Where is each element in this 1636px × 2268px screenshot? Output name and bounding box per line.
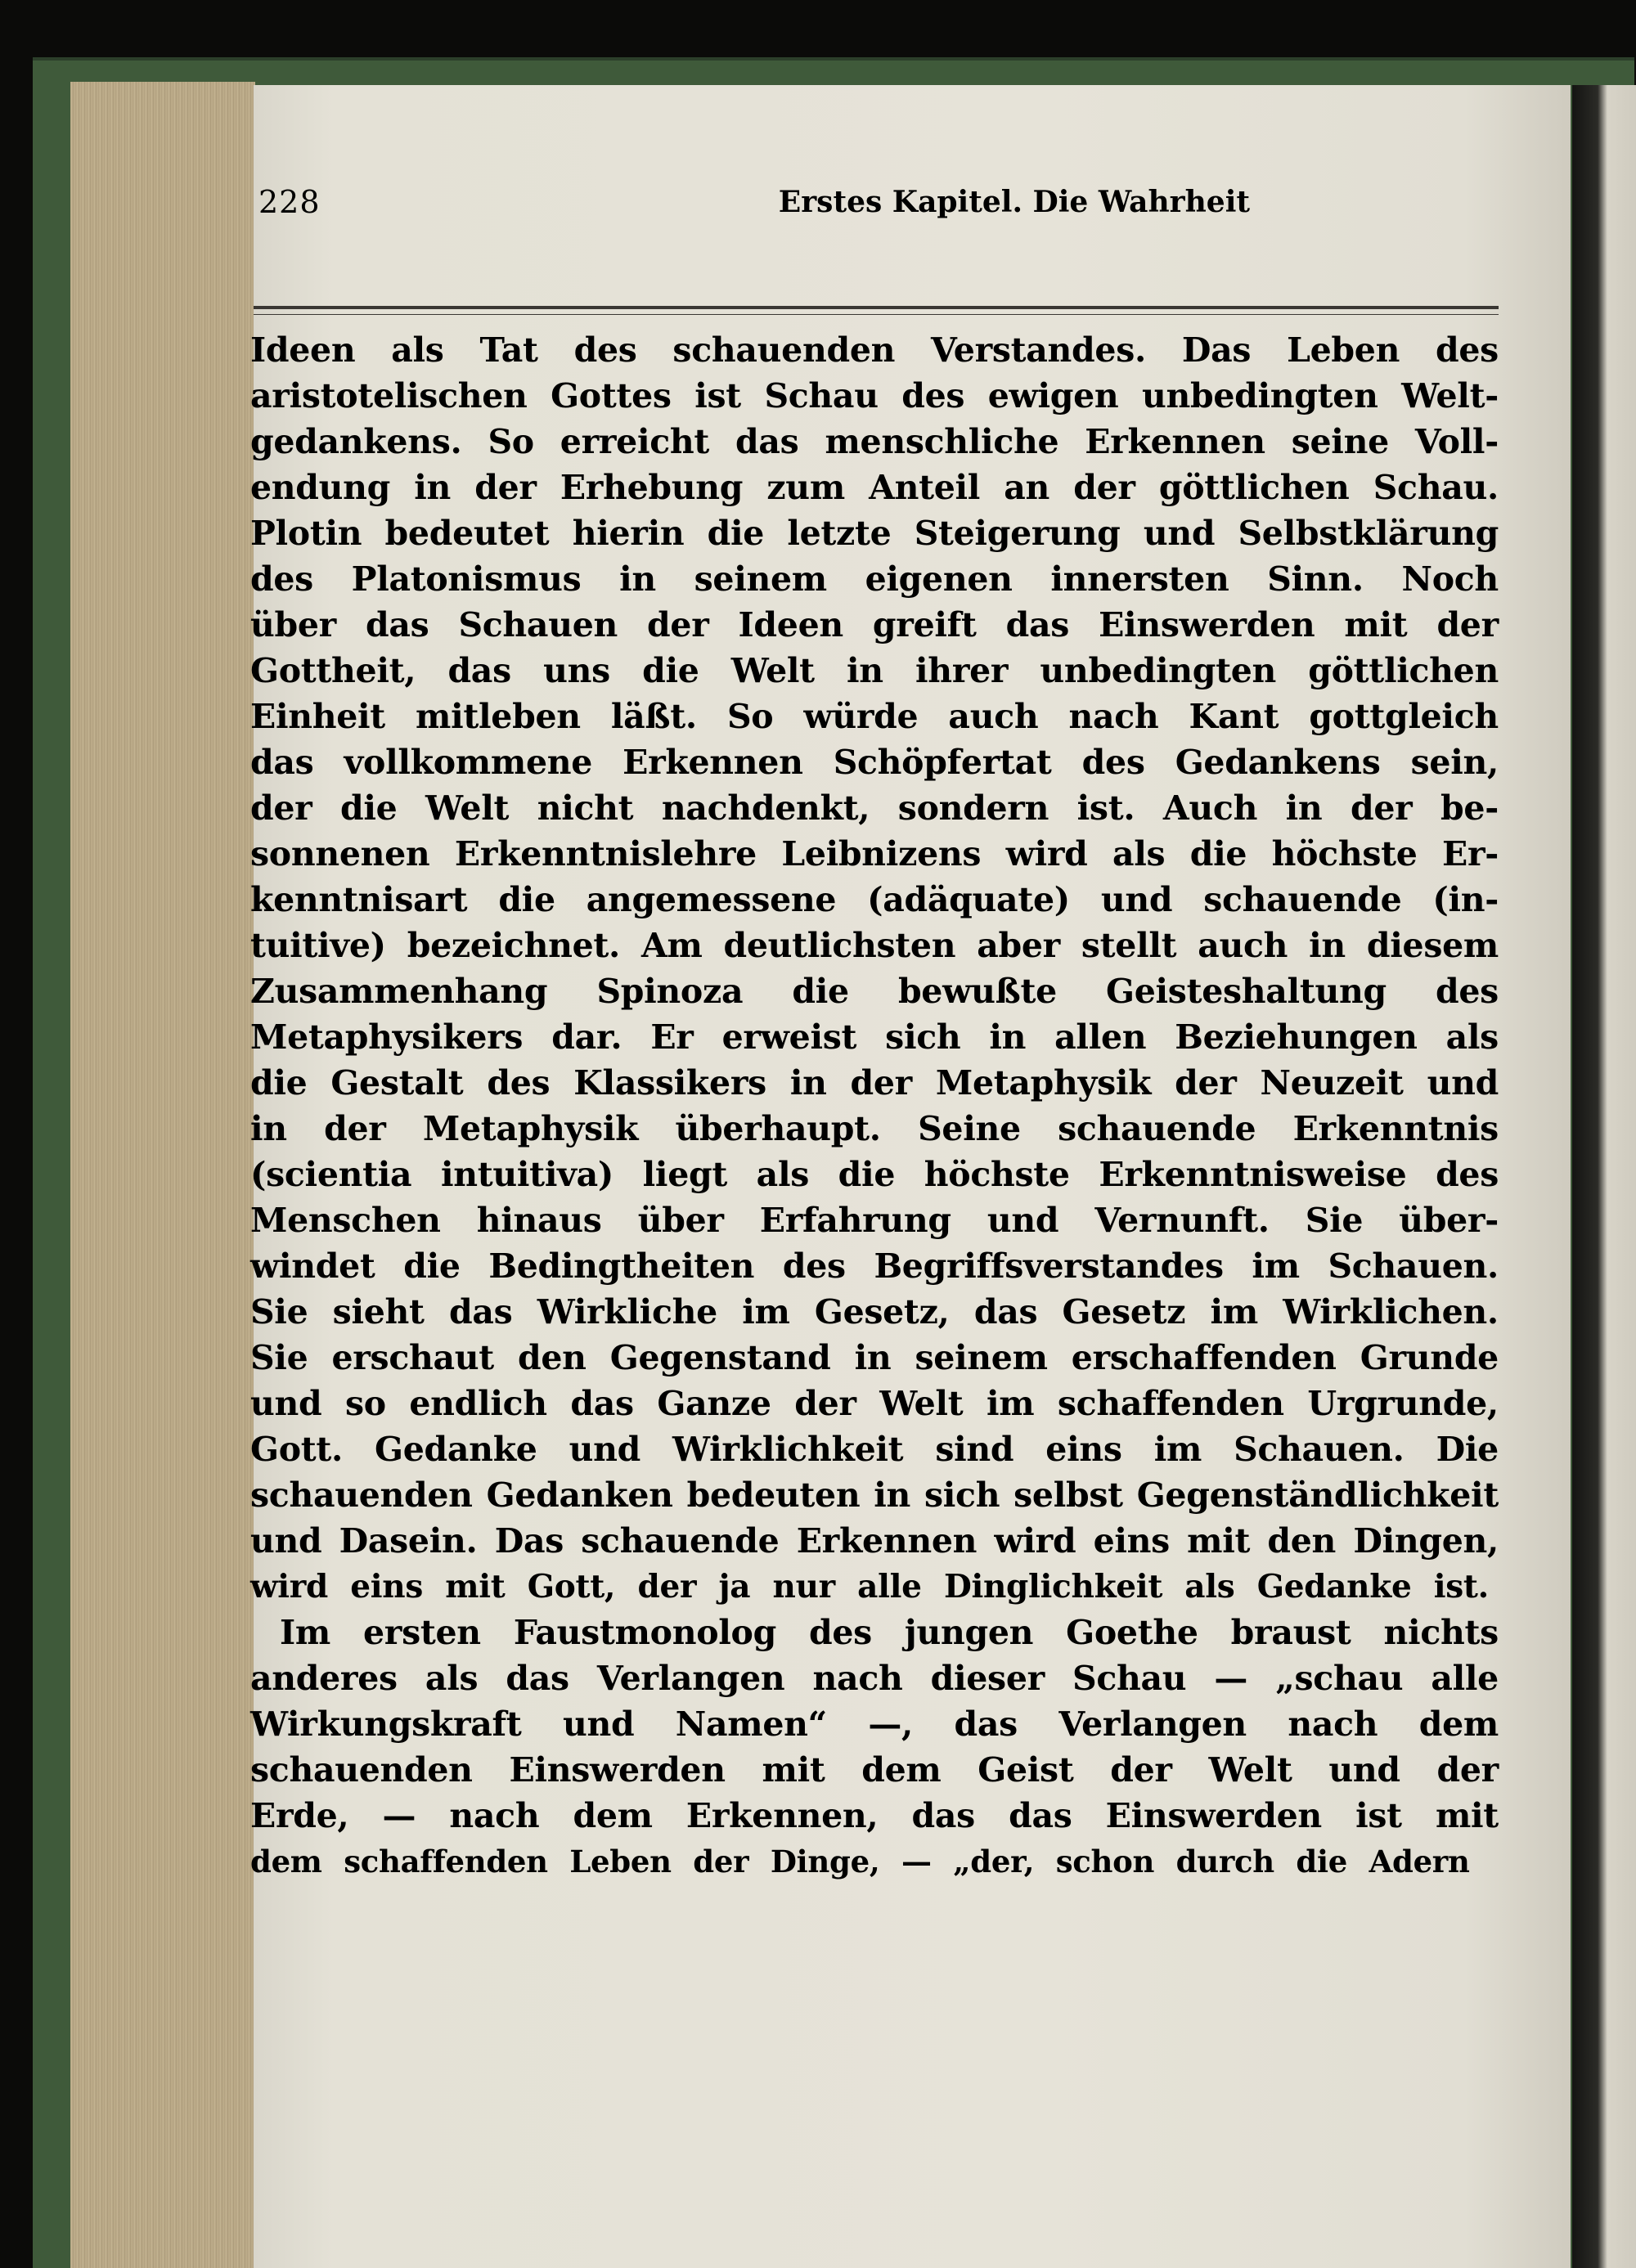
header-rule bbox=[254, 306, 1499, 309]
text-line: Menschen hinaus über Erfahrung und Vernunft. Sie über- bbox=[250, 1201, 1499, 1240]
text-line: aristotelischen Gottes ist Schau des ewigen unbedingten Welt- bbox=[250, 376, 1499, 415]
text-line: windet die Bedingtheiten des Begriffsverstandes im Schauen. bbox=[250, 1246, 1499, 1286]
text-line: Sie erschaut den Gegenstand in seinem erschaffenden Grunde bbox=[250, 1338, 1499, 1377]
body-text bbox=[250, 327, 1499, 1884]
adjacent-book bbox=[1572, 85, 1636, 2268]
text-line: in der Metaphysik überhaupt. Seine schauende Erkenntnis bbox=[250, 1109, 1499, 1148]
text-line: das vollkommene Erkennen Schöpfertat des Gedankens sein, bbox=[250, 743, 1499, 782]
text-line: dem schaffenden Leben der Dinge, — „der, schon durch die Adern bbox=[250, 1844, 1470, 1880]
text-line: Gottheit, das uns die Welt in ihrer unbedingten göttlichen bbox=[250, 651, 1499, 690]
header-rule-thin bbox=[254, 314, 1499, 315]
text-line: Erde, — nach dem Erkennen, das das Einswerden ist mit bbox=[250, 1796, 1499, 1835]
page-number: 228 bbox=[258, 184, 321, 220]
text-line: des Platonismus in seinem eigenen innersten Sinn. Noch bbox=[250, 559, 1499, 599]
text-line: tuitive) bezeichnet. Am deutlichsten aber stellt auch in diesem bbox=[250, 926, 1499, 965]
text-line: Metaphysikers dar. Er erweist sich in allen Beziehungen als bbox=[250, 1017, 1499, 1057]
text-line: und Dasein. Das schauende Erkennen wird eins mit den Dingen, bbox=[250, 1521, 1499, 1561]
text-line: der die Welt nicht nachdenkt, sondern ist. Auch in der be- bbox=[250, 788, 1499, 828]
text-line: Einheit mitleben läßt. So würde auch nach Kant gottgleich bbox=[250, 697, 1499, 736]
text-line: sonnenen Erkenntnislehre Leibnizens wird als die höchste Er- bbox=[250, 834, 1499, 874]
text-line: Zusammenhang Spinoza die bewußte Geisteshaltung des bbox=[250, 972, 1499, 1011]
text-line: Ideen als Tat des schauenden Verstandes. Das Leben des bbox=[250, 330, 1499, 370]
text-line: Plotin bedeutet hierin die letzte Steigerung und Selbstklärung bbox=[250, 514, 1499, 553]
page-edges bbox=[70, 82, 255, 2268]
text-line: schauenden Gedanken bedeuten in sich selbst Gegenständlichkeit bbox=[250, 1475, 1499, 1515]
text-line: Gott. Gedanke und Wirklichkeit sind eins im Schauen. Die bbox=[250, 1430, 1499, 1469]
text-line: endung in der Erhebung zum Anteil an der göttlichen Schau. bbox=[250, 468, 1499, 507]
text-line: die Gestalt des Klassikers in der Metaphysik der Neuzeit und bbox=[250, 1063, 1499, 1103]
text-line: (scientia intuitiva) liegt als die höchste Erkenntnisweise des bbox=[250, 1155, 1499, 1194]
text-line: anderes als das Verlangen nach dieser Schau — „schau alle bbox=[250, 1659, 1499, 1698]
text-line: wird eins mit Gott, der ja nur alle Dinglichkeit als Gedanke ist. bbox=[250, 1568, 1489, 1606]
text-line: über das Schauen der Ideen greift das Einswerden mit der bbox=[250, 605, 1499, 644]
text-line: kenntnisart die angemessene (adäquate) und schauende (in- bbox=[250, 880, 1499, 919]
text-line: Im ersten Faustmonolog des jungen Goethe braust nichts bbox=[280, 1613, 1499, 1652]
text-line: schauenden Einswerden mit dem Geist der Welt und der bbox=[250, 1750, 1499, 1790]
text-line: Sie sieht das Wirkliche im Gesetz, das Gesetz im Wirklichen. bbox=[250, 1292, 1499, 1332]
text-line: Wirkungskraft und Namen“ —, das Verlangen nach dem bbox=[250, 1704, 1499, 1744]
text-line: und so endlich das Ganze der Welt im schaffenden Urgrunde, bbox=[250, 1384, 1499, 1423]
page-header bbox=[258, 173, 1495, 231]
running-head: Erstes Kapitel. Die Wahrheit bbox=[778, 185, 1250, 219]
text-line: gedankens. So erreicht das menschliche Erkennen seine Voll- bbox=[250, 422, 1499, 461]
